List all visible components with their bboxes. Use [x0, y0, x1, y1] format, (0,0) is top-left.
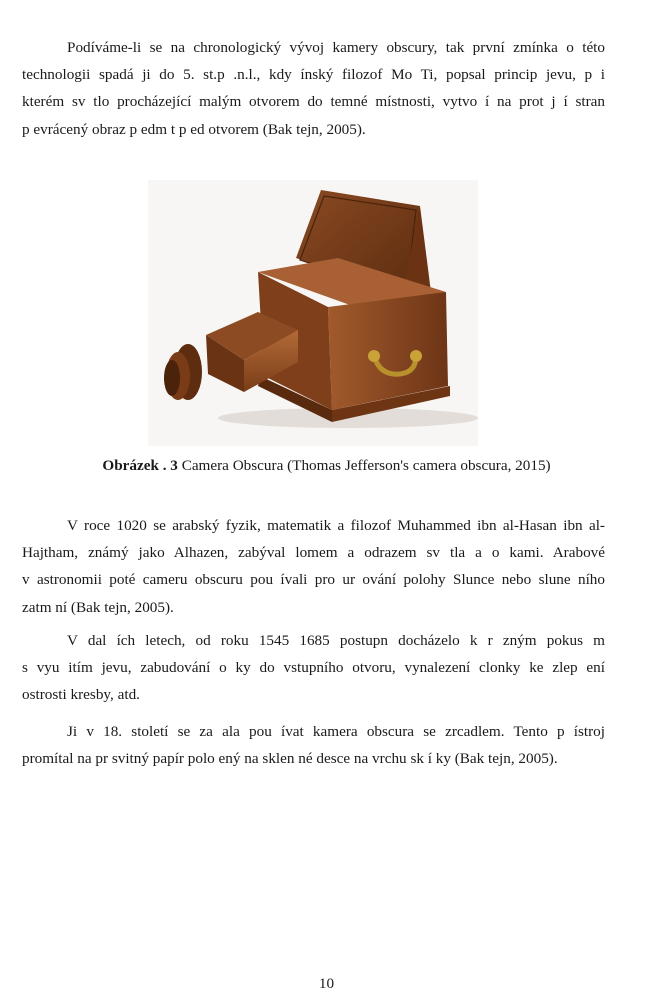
- text-line: V roce 1020 se arabský fyzik, matematik a filozof Muhammed ibn al-Hasan ibn al-: [67, 517, 605, 534]
- caption-label: Obrázek . 3: [102, 457, 178, 474]
- text-line: v astronomii poté cameru obscuru pou ívali pro ur ování polohy Slunce nebo slune ního: [22, 571, 605, 589]
- paragraph-experiments: [22, 627, 605, 709]
- text-line: p evrácený obraz p edm t p ed otvorem (Bak tejn, 2005).: [22, 120, 366, 138]
- text-line: s vyu itím jevu, zabudování o ky do vstupního otvoru, vynalezení clonky ke zlep ení: [22, 659, 605, 677]
- text-line: promítal na pr svitný papír polo ený na sklen né desce na vrchu sk í ky (Bak tejn, 2005).: [22, 750, 558, 768]
- text-line: zatm ní (Bak tejn, 2005).: [22, 598, 174, 616]
- caption-text: Camera Obscura (Thomas Jefferson's camera obscura, 2015): [177, 457, 551, 474]
- text-line: ostrosti kresby, atd.: [22, 686, 140, 704]
- paragraph-alhazen: [22, 512, 605, 621]
- camera-obscura-image: [148, 180, 478, 446]
- text-line: technologii spadá ji do 5. st.p .n.l., kdy ínský filozof Mo Ti, popsal princip jevu, p i: [22, 66, 605, 84]
- text-line: kterém sv tlo procházející malým otvorem do temné místnosti, vytvo í na prot j í stran: [22, 93, 605, 111]
- camera-obscura-illustration: [148, 180, 478, 446]
- figure-caption: [0, 454, 653, 478]
- paragraph-18th-century: [22, 718, 605, 772]
- paragraph-camera-obscura-history: [22, 34, 605, 143]
- text-line: Podíváme-li se na chronologický vývoj kamery obscury, tak první zmínka o této: [67, 39, 605, 56]
- text-line: V dal ích letech, od roku 1545 1685 postupn docházelo k r zným pokus m: [67, 632, 605, 649]
- page-number: 10: [318, 975, 335, 992]
- text-line: Hajtham, známý jako Alhazen, zabýval lomem a odrazem sv tla a o kami. Arabové: [22, 544, 605, 562]
- text-line: Ji v 18. století se za ala pou ívat kamera obscura se zrcadlem. Tento p ístroj: [67, 723, 605, 740]
